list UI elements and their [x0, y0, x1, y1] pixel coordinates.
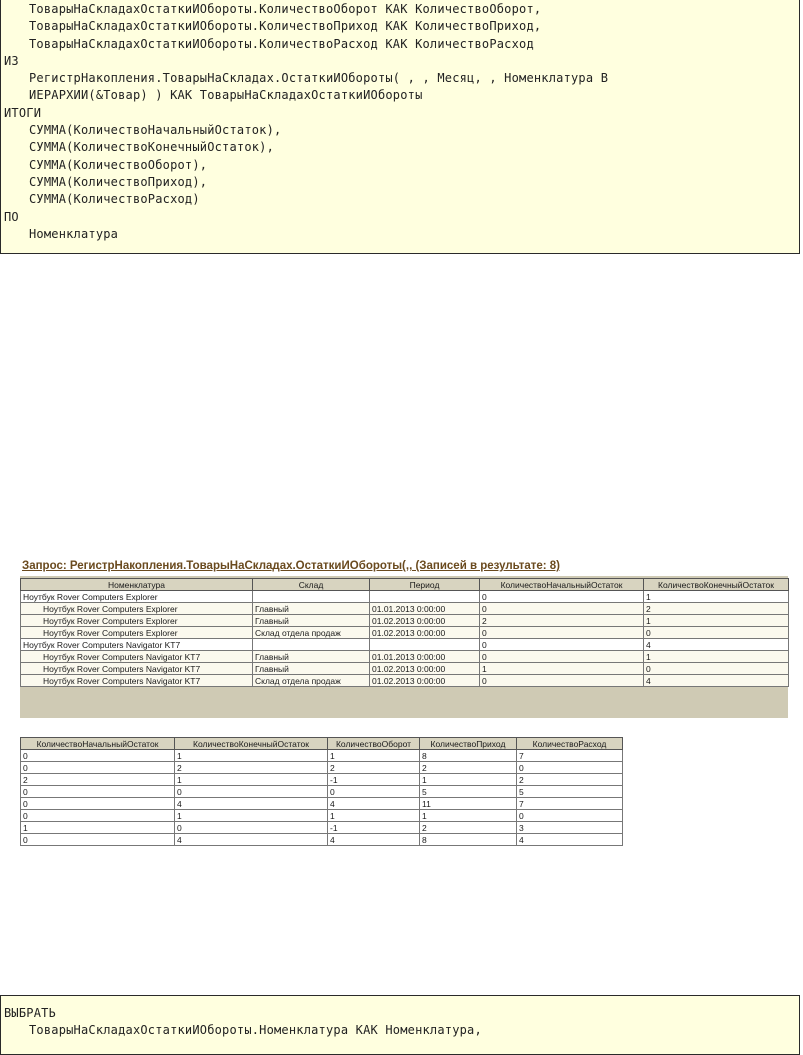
table-cell: 0 — [21, 810, 175, 822]
column-header: КоличествоКонечныйОстаток — [644, 579, 789, 591]
code-line: Номенклатура — [29, 226, 119, 241]
table-cell: Склад отдела продаж — [253, 675, 370, 687]
column-header: КоличествоНачальныйОстаток — [480, 579, 644, 591]
column-header: КоличествоРасход — [517, 738, 623, 750]
column-header: Склад — [253, 579, 370, 591]
table-cell: 0 — [480, 603, 644, 615]
table-cell: 4 — [517, 834, 623, 846]
table-row — [21, 591, 789, 603]
table-cell: 0 — [644, 663, 789, 675]
table-cell: 1 — [328, 750, 420, 762]
table-cell: 01.01.2013 0:00:00 — [370, 651, 480, 663]
table-cell: 1 — [175, 810, 328, 822]
table-cell: 2 — [644, 603, 789, 615]
table-row — [21, 639, 789, 651]
table-cell: 5 — [517, 786, 623, 798]
code-line: СУММА(КоличествоПриход), — [29, 174, 208, 189]
table-cell: 4 — [644, 675, 789, 687]
code-line: ВЫБРАТЬ — [4, 1006, 56, 1020]
table-cell: 1 — [175, 774, 328, 786]
table-cell: 5 — [420, 786, 517, 798]
table-cell: 01.02.2013 0:00:00 — [370, 663, 480, 675]
table-cell: 2 — [517, 774, 623, 786]
table-cell: 1 — [480, 663, 644, 675]
table-cell: 0 — [21, 798, 175, 810]
table-cell: Ноутбук Rover Computers Navigator KT7 — [21, 639, 253, 651]
table-cell: 1 — [21, 822, 175, 834]
table-cell — [253, 639, 370, 651]
table-cell: Ноутбук Rover Computers Navigator KT7 — [21, 663, 253, 675]
table-cell: Ноутбук Rover Computers Explorer — [21, 627, 253, 639]
table-cell: 7 — [517, 750, 623, 762]
table-row — [21, 774, 623, 786]
table-cell: 1 — [644, 615, 789, 627]
table-cell: 2 — [328, 762, 420, 774]
table-cell: 7 — [517, 798, 623, 810]
table-cell: 0 — [175, 822, 328, 834]
table-cell: 0 — [480, 675, 644, 687]
table-cell: 0 — [328, 786, 420, 798]
code-line: ИЗ — [4, 53, 19, 68]
table-cell: 4 — [175, 798, 328, 810]
column-header: Номенклатура — [21, 579, 253, 591]
table-cell: 0 — [517, 810, 623, 822]
table-cell — [370, 591, 480, 603]
table-cell: 11 — [420, 798, 517, 810]
table-cell: Ноутбук Rover Computers Navigator KT7 — [21, 651, 253, 663]
query-result-table — [20, 578, 789, 687]
table-cell: 01.02.2013 0:00:00 — [370, 675, 480, 687]
table-cell: -1 — [328, 774, 420, 786]
table-row — [21, 822, 623, 834]
table-cell: 2 — [480, 615, 644, 627]
table-row — [21, 651, 789, 663]
table-cell: 1 — [175, 750, 328, 762]
table-cell: 0 — [21, 750, 175, 762]
table-cell: 0 — [644, 627, 789, 639]
table-cell: 1 — [644, 591, 789, 603]
table-cell: 2 — [175, 762, 328, 774]
table-cell: 0 — [480, 627, 644, 639]
column-header: КоличествоПриход — [420, 738, 517, 750]
table-cell: Ноутбук Rover Computers Navigator KT7 — [21, 675, 253, 687]
table-row — [21, 603, 789, 615]
column-header: КоличествоОборот — [328, 738, 420, 750]
code-line: ТоварыНаСкладахОстаткиИОбороты.КоличествоОборот КАК КоличествоОборот, — [29, 2, 542, 16]
table-cell: Ноутбук Rover Computers Explorer — [21, 615, 253, 627]
table-cell: 4 — [175, 834, 328, 846]
code-line: РегистрНакопления.ТоварыНаСкладах.ОстаткиИОбороты( , , Месяц, , Номенклатура В — [29, 71, 609, 86]
table-cell: 0 — [21, 834, 175, 846]
table-cell: 1 — [420, 810, 517, 822]
table-cell: 2 — [420, 822, 517, 834]
table-cell: 0 — [21, 786, 175, 798]
code-line: СУММА(КоличествоРасход) — [29, 192, 200, 207]
table-cell: 1 — [328, 810, 420, 822]
code-line: СУММА(КоличествоОборот), — [29, 157, 208, 172]
table-cell: 01.02.2013 0:00:00 — [370, 615, 480, 627]
table-cell: -1 — [328, 822, 420, 834]
table-cell: 2 — [21, 774, 175, 786]
table-cell: 8 — [420, 750, 517, 762]
table-row — [21, 627, 789, 639]
code-line: ТоварыНаСкладахОстаткиИОбороты.Номенклатура КАК Номенклатура, — [29, 1023, 482, 1038]
table-cell: 0 — [175, 786, 328, 798]
table-cell: 0 — [517, 762, 623, 774]
code-line: ТоварыНаСкладахОстаткиИОбороты.КоличествоПриход КАК КоличествоПриход, — [29, 19, 542, 34]
table-cell: 0 — [480, 639, 644, 651]
table-cell: Ноутбук Rover Computers Explorer — [21, 603, 253, 615]
column-header: КоличествоНачальныйОстаток — [21, 738, 175, 750]
table-cell: 8 — [420, 834, 517, 846]
table-row — [21, 675, 789, 687]
code-line: ПО — [4, 209, 19, 224]
query-code-block-bottom — [0, 995, 800, 1055]
table-row — [21, 750, 623, 762]
table-cell: Главный — [253, 651, 370, 663]
table-cell: 2 — [420, 762, 517, 774]
table-cell: 4 — [644, 639, 789, 651]
query-code-block-top — [0, 0, 800, 254]
table-cell: 0 — [480, 651, 644, 663]
table-cell: 4 — [328, 798, 420, 810]
totals-table — [20, 737, 623, 846]
code-line: ТоварыНаСкладахОстаткиИОбороты.КоличествоРасход КАК КоличествоРасход — [29, 36, 534, 51]
table-cell: 0 — [480, 591, 644, 603]
table-cell: Ноутбук Rover Computers Explorer — [21, 591, 253, 603]
code-line: СУММА(КоличествоКонечныйОстаток), — [29, 140, 275, 155]
table-cell: 4 — [328, 834, 420, 846]
table-row — [21, 663, 789, 675]
column-header: Период — [370, 579, 480, 591]
table-cell — [370, 639, 480, 651]
table-cell: Главный — [253, 663, 370, 675]
table-cell: 1 — [644, 651, 789, 663]
table-cell: 01.02.2013 0:00:00 — [370, 627, 480, 639]
column-header: КоличествоКонечныйОстаток — [175, 738, 328, 750]
code-line: СУММА(КоличествоНачальныйОстаток), — [29, 123, 282, 138]
table-cell — [253, 591, 370, 603]
table-cell: Главный — [253, 615, 370, 627]
table-row — [21, 798, 623, 810]
table-cell: Главный — [253, 603, 370, 615]
table-row — [21, 834, 623, 846]
query-result-title: Запрос: РегистрНакопления.ТоварыНаСкладах.ОстаткиИОбороты(,, (Записей в результате: 8) — [22, 560, 561, 572]
table-cell: Склад отдела продаж — [253, 627, 370, 639]
table-row — [21, 615, 789, 627]
table-cell: 3 — [517, 822, 623, 834]
table-row — [21, 762, 623, 774]
table-cell: 0 — [21, 762, 175, 774]
code-line: ИТОГИ — [4, 105, 42, 120]
code-line: ИЕРАРХИИ(&Товар) ) КАК ТоварыНаСкладахОстаткиИОбороты — [29, 88, 423, 103]
table-cell: 01.01.2013 0:00:00 — [370, 603, 480, 615]
table-row — [21, 810, 623, 822]
table-cell: 1 — [420, 774, 517, 786]
table-row — [21, 786, 623, 798]
